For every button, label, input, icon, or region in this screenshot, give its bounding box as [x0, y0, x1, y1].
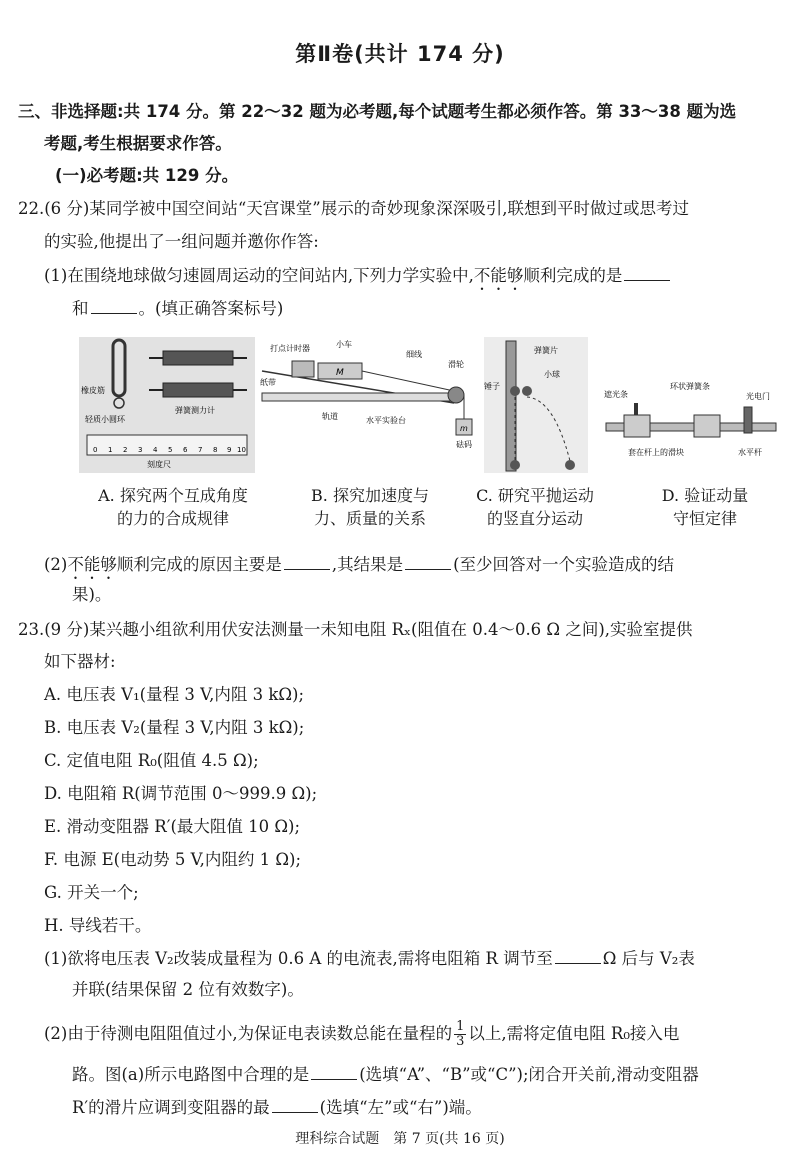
- label-track: 轨道: [322, 412, 338, 421]
- q23-part2-text6: (选填“左”或“右”)端。: [319, 1098, 482, 1117]
- figure-d: [598, 337, 784, 473]
- fraction-denominator: 3: [456, 1034, 465, 1049]
- option-d-line1: D. 验证动量: [661, 486, 749, 505]
- q23-stem-line1: 23.(9 分)某兴趣小组欲利用伏安法测量一未知电阻 Rₓ(阻值在 0.4～0.6 Ω 之间),实验室提供: [18, 620, 693, 639]
- section-heading-line1: 三、非选择题:共 174 分。第 22～32 题为必考题,每个试题考生都必须作答。第 33～38 题为选: [18, 102, 737, 121]
- part2-text: 顺利完成的原因主要是: [116, 555, 282, 574]
- option-b-line2: 力、质量的关系: [313, 509, 426, 528]
- spring-scale-2: [149, 383, 247, 397]
- ball-left: [510, 386, 520, 396]
- ruler-tick-6: 6: [183, 446, 188, 454]
- option-a-line2: 的力的合成规律: [116, 509, 229, 528]
- option-c: [460, 484, 610, 530]
- label-gate: 光电门: [746, 392, 770, 401]
- q22-stem-line2: 的实验,他提出了一组问题并邀你作答:: [44, 232, 319, 251]
- answer-blank[interactable]: [284, 553, 330, 570]
- page-footer: 理科综合试题 第 7 页(共 16 页): [295, 1131, 505, 1147]
- equipment-item: C. 定值电阻 R₀(阻值 4.5 Ω);: [44, 751, 259, 770]
- figure-c: [484, 337, 588, 473]
- ball-right: [522, 386, 532, 396]
- option-d: [640, 484, 770, 530]
- answer-blank[interactable]: [272, 1096, 318, 1113]
- parabola-path: [527, 397, 570, 461]
- q23-part2-text5: R′的滑片应调到变阻器的最: [72, 1098, 270, 1117]
- ruler-tick-5: 5: [168, 446, 173, 454]
- q23-stem-line2: 如下器材:: [44, 652, 116, 671]
- q23-part2-text3: 路。图(a)所示电路图中合理的是: [72, 1065, 310, 1084]
- figure-a: [79, 337, 255, 473]
- slider-left: [624, 415, 650, 437]
- emphasis-cannot-2: 不能够: [67, 555, 117, 574]
- label-tape: 纸带: [260, 378, 276, 387]
- figure-d-drawing: [598, 337, 784, 473]
- option-b: [290, 484, 450, 530]
- rubber-band: [113, 340, 125, 396]
- and-text: 和: [72, 299, 89, 318]
- pulley: [448, 387, 464, 403]
- q22-part1-text2: 顺利完成的是: [523, 266, 623, 285]
- ruler-tick-3: 3: [138, 446, 143, 454]
- q22-part2-line2: 果)。: [72, 585, 112, 604]
- label-scale: 弹簧测力计: [175, 406, 215, 415]
- string-line: [362, 371, 454, 391]
- label-weight: 砝码: [456, 440, 472, 449]
- label-hammer: 锤子: [484, 382, 500, 391]
- label-ball: 小球: [544, 370, 560, 379]
- section-subheading: (一)必考题:共 129 分。: [55, 166, 239, 185]
- spring-scale-1: [149, 351, 247, 365]
- equipment-item: H. 导线若干。: [44, 916, 152, 935]
- q23-part1-text2: Ω 后与 V₂表: [602, 949, 695, 968]
- q23-part1-line1: [44, 947, 695, 970]
- label-shade: 遮光条: [604, 390, 628, 399]
- answer-blank[interactable]: [311, 1063, 357, 1080]
- ruler-tick-2: 2: [123, 446, 128, 454]
- lab-table: [262, 393, 452, 401]
- q23-part1-line2: 并联(结果保留 2 位有效数字)。: [72, 980, 304, 999]
- ruler-tick-7: 7: [198, 446, 203, 454]
- option-b-line1: B. 探究加速度与: [311, 486, 429, 505]
- ball-landed-left: [510, 460, 520, 470]
- page-title: 第Ⅱ卷(共计 174 分): [295, 42, 505, 66]
- q22-part1-line2: [72, 297, 283, 320]
- ruler-tick-0: 0: [93, 446, 98, 454]
- answer-blank[interactable]: [405, 553, 451, 570]
- part2-prefix: (2): [44, 555, 68, 574]
- figure-c-drawing: [484, 337, 588, 473]
- label-pulley: 滑轮: [448, 360, 464, 369]
- equipment-item: F. 电源 E(电动势 5 V,内阻约 1 Ω);: [44, 850, 302, 869]
- label-timer: 打点计时器: [270, 344, 310, 353]
- q22-stem-line1: 22.(6 分)某同学被中国空间站“天宫课堂”展示的奇妙现象深深吸引,联想到平时做过或思考过: [18, 199, 689, 218]
- label-ruler: 刻度尺: [147, 460, 171, 469]
- part2-text2: ,其结果是: [331, 555, 404, 574]
- weight-mass-label: m: [460, 424, 468, 433]
- slider-right: [694, 415, 720, 437]
- ruler-tick-10: 10: [237, 446, 246, 454]
- label-ring: 轻质小圆环: [85, 415, 125, 424]
- ruler-tick-1: 1: [108, 446, 113, 454]
- label-cart: 小车: [336, 340, 352, 349]
- q22-part1-text: (1)在围绕地球做匀速圆周运动的空间站内,下列力学实验中,: [44, 266, 474, 285]
- figure-a-drawing: [79, 337, 255, 473]
- q23-part2-text: (2)由于待测电阻阻值过小,为保证电表读数总能在量程的: [44, 1024, 453, 1043]
- label-string: 细线: [406, 350, 422, 359]
- answer-blank[interactable]: [91, 297, 137, 314]
- emphasis-cannot: 不能够: [473, 266, 524, 285]
- timer-device: [292, 361, 314, 377]
- q23-part2-text2: 以上,需将定值电阻 R₀接入电: [468, 1024, 680, 1043]
- q23-part2-line2: [72, 1063, 699, 1086]
- ruler-tick-4: 4: [153, 446, 158, 454]
- equipment-item: E. 滑动变阻器 R′(最大阻值 10 Ω);: [44, 817, 301, 836]
- q23-part2-line1: [44, 1020, 679, 1049]
- shade-bar: [634, 403, 638, 415]
- option-a-line1: A. 探究两个互成角度: [98, 486, 248, 505]
- cart-mass-label: M: [336, 368, 344, 378]
- label-spring: 环状弹簧条: [670, 382, 710, 391]
- q22-part2-line1: [44, 553, 674, 583]
- label-rod: 水平杆: [738, 448, 762, 457]
- option-c-line1: C. 研究平抛运动: [476, 486, 594, 505]
- option-a: [88, 484, 258, 530]
- equipment-item: B. 电压表 V₂(量程 3 V,内阻 3 kΩ);: [44, 718, 305, 737]
- option-d-line2: 守恒定律: [672, 509, 737, 528]
- q22-part1-line1: [44, 264, 672, 294]
- q23-part1-text: (1)欲将电压表 V₂改装成量程为 0.6 A 的电流表,需将电阻箱 R 调节至: [44, 949, 553, 968]
- label-slider: 套在杆上的滑块: [628, 448, 684, 457]
- option-c-line2: 的竖直分运动: [486, 509, 583, 528]
- q23-part2-text4: (选填“A”、“B”或“C”);闭合开关前,滑动变阻器: [359, 1065, 699, 1084]
- figure-b-drawing: [258, 337, 480, 473]
- part2-text3: (至少回答对一个实验造成的结: [453, 555, 675, 574]
- label-spring-plate: 弹簧片: [534, 346, 558, 355]
- equipment-item: D. 电阻箱 R(调节范围 0～999.9 Ω);: [44, 784, 318, 803]
- label-table: 水平实验台: [366, 416, 406, 425]
- ruler-tick-8: 8: [213, 446, 218, 454]
- light-ring: [114, 398, 124, 408]
- ball-landed-right: [565, 460, 575, 470]
- section-heading-line2: 考题,考生根据要求作答。: [44, 134, 232, 153]
- label-rubber: 橡皮筋: [81, 386, 105, 395]
- answer-blank[interactable]: [555, 947, 601, 964]
- fill-hint: 。(填正确答案标号): [138, 299, 284, 318]
- fraction-one-third: [454, 1020, 466, 1049]
- equipment-item: A. 电压表 V₁(量程 3 V,内阻 3 kΩ);: [44, 685, 305, 704]
- answer-blank[interactable]: [624, 264, 670, 281]
- q23-part2-line3: [72, 1096, 482, 1119]
- photogate: [744, 407, 752, 433]
- equipment-item: G. 开关一个;: [44, 883, 139, 902]
- figure-b: [258, 337, 480, 473]
- ruler-tick-9: 9: [227, 446, 232, 454]
- fraction-numerator: 1: [456, 1019, 465, 1034]
